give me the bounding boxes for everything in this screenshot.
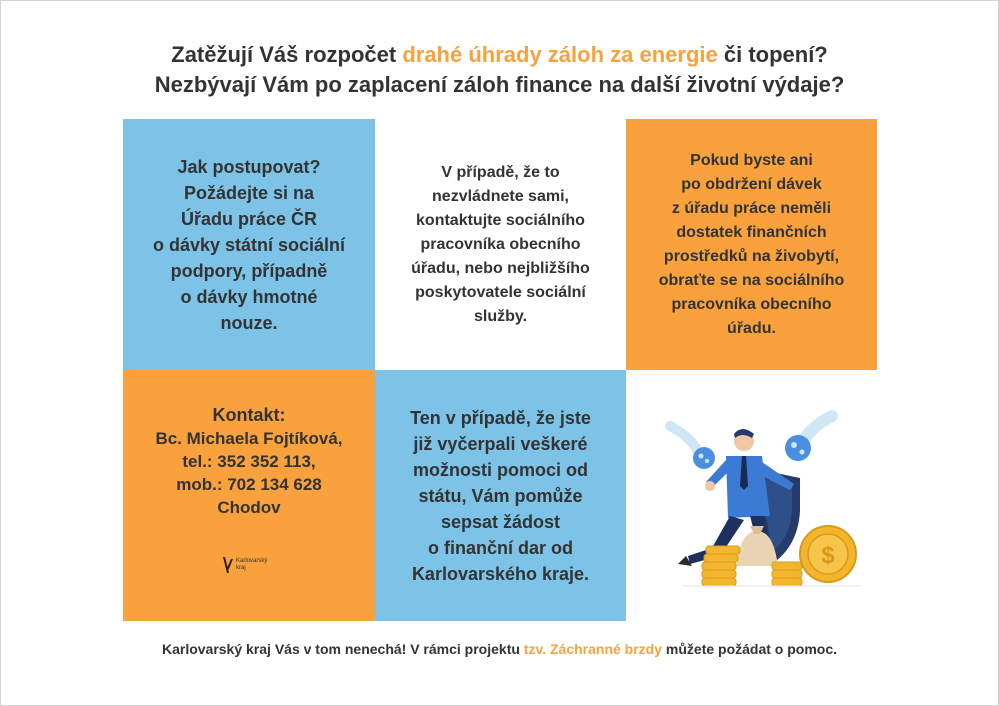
panel-line: Jak postupovat? bbox=[177, 156, 321, 177]
panel-line: služby. bbox=[473, 307, 528, 325]
logo-mark-icon bbox=[222, 556, 234, 574]
regional-donation-panel bbox=[375, 370, 626, 621]
panel-line: o dávky hmotné bbox=[180, 286, 318, 307]
karlovarsky-kraj-logo bbox=[222, 556, 267, 574]
footer-text: můžete požádat o pomoc. bbox=[662, 641, 838, 657]
contact-city: Chodov bbox=[217, 498, 281, 517]
panel-line: Pokud byste ani bbox=[690, 151, 813, 169]
panel-line: sepsat žádost bbox=[440, 511, 561, 532]
social-worker-panel bbox=[375, 119, 626, 370]
panel-line: dostatek finančních bbox=[676, 223, 827, 241]
businessman-shield-coins-illustration bbox=[632, 386, 872, 606]
panel-line: V případě, že to bbox=[441, 163, 560, 181]
contact-panel bbox=[123, 370, 375, 621]
panel-line: úřadu. bbox=[727, 319, 776, 337]
panel-line: kontaktujte sociálního bbox=[416, 211, 585, 229]
panel-line: poskytovatele sociální bbox=[415, 283, 586, 301]
panel-line: pracovníka obecního bbox=[671, 295, 832, 313]
panel-line: o dávky státní sociální bbox=[152, 234, 346, 255]
panel-line: Ten v případě, že jste bbox=[410, 407, 591, 428]
panel-line: obraťte se na sociálního bbox=[658, 271, 845, 289]
panel-line: po obdržení dávek bbox=[681, 175, 822, 193]
panel-line: Úřadu práce ČR bbox=[180, 208, 318, 229]
panel-line: Karlovarského kraje. bbox=[411, 563, 590, 584]
panel-line: úřadu, nebo nejbližšího bbox=[411, 259, 590, 277]
panel-line: pracovníka obecního bbox=[420, 235, 581, 253]
illustration-panel bbox=[626, 370, 877, 621]
panel-line: podpory, případně bbox=[170, 260, 328, 281]
contact-name: Bc. Michaela Fojtíková, bbox=[155, 429, 343, 448]
panel-line: státu, Vám pomůže bbox=[418, 485, 583, 506]
svg-text:$: $ bbox=[820, 541, 835, 569]
panel-line: z úřadu práce neměli bbox=[671, 199, 832, 217]
panel-line: o finanční dar od bbox=[427, 537, 573, 558]
headline-line-2: Nezbývají Vám po zaplacení záloh finance na další životní výdaje? bbox=[154, 72, 845, 97]
logo-text-line: kraj bbox=[236, 565, 246, 571]
headline-highlight: drahé úhrady záloh za energie bbox=[402, 42, 718, 67]
contact-mobile: mob.: 702 134 628 bbox=[176, 475, 322, 494]
contact-title: Kontakt: bbox=[212, 405, 286, 425]
headline bbox=[0, 40, 999, 100]
logo-text-line: Karlovarský bbox=[236, 558, 268, 564]
panel-line: nezvládnete sami, bbox=[432, 187, 569, 205]
contact-phone: tel.: 352 352 113, bbox=[182, 452, 316, 471]
panel-line: již vyčerpali veškeré bbox=[413, 433, 588, 454]
panel-line: prostředků na živobytí, bbox=[663, 247, 840, 265]
headline-line-1 bbox=[0, 40, 999, 70]
insufficient-funds-panel bbox=[626, 119, 877, 370]
headline-text: či topení? bbox=[717, 42, 828, 67]
panel-line: nouze. bbox=[220, 312, 278, 333]
headline-text: Zatěžují Váš rozpočet bbox=[171, 42, 403, 67]
panel-line: možnosti pomoci od bbox=[412, 459, 588, 480]
meteor-right-icon bbox=[785, 416, 832, 461]
panel-line: Požádejte si na bbox=[183, 182, 315, 203]
footer-highlight: tzv. Záchranné brzdy bbox=[523, 641, 663, 657]
meteor-left-icon bbox=[670, 426, 715, 469]
footer-note bbox=[0, 641, 999, 657]
how-to-proceed-panel bbox=[123, 119, 375, 370]
footer-text: Karlovarský kraj Vás v tom nenechá! V rámci projektu bbox=[161, 641, 524, 657]
